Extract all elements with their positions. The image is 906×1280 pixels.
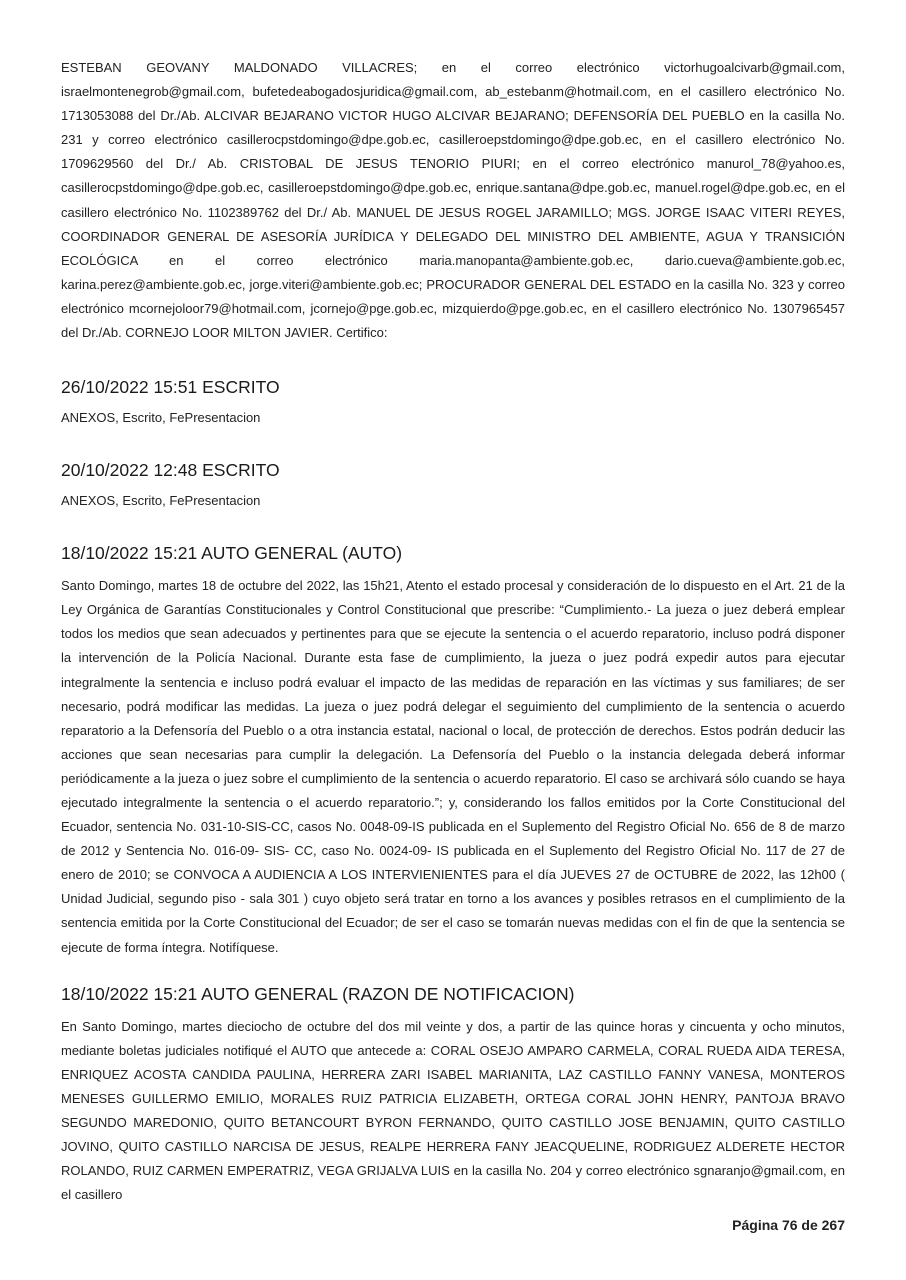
entry-heading: 26/10/2022 15:51 ESCRITO <box>61 377 280 398</box>
entry-body: En Santo Domingo, martes dieciocho de octubre del dos mil veinte y dos, a partir de las quince horas y cincuenta y ocho minutos, mediante boletas judiciales notifiqué el AUTO que antecede a: CORAL OSEJO AMPARO CARMELA, CORAL RUEDA AIDA TERESA, ENRIQUEZ ACOSTA CANDIDA PAULINA, HERRERA ZARI ISABEL MARIANITA, LAZ CASTILLO FANNY VANESA, MONTEROS MENESES GUILLERMO EMILIO, MORALES RUIZ PATRICIA ELIZABETH, ORTEGA CORAL JOHN HENRY, PANTOJA BRAVO SEGUNDO MAREDONIO, QUITO BETANCOURT BYRON FERNANDO, QUITO CASTILLO JOSE BENJAMIN, QUITO CASTILLO JOVINO, QUITO CASTILLO NARCISA DE JESUS, REALPE HERRERA FANY JEACQUELINE, RODRIGUEZ ALDERETE HECTOR ROLANDO, RUIZ CARMEN EMPERATRIZ, VEGA GRIJALVA LUIS en la casilla No. 204 y correo electrónico sgnaranjo@gmail.com, en el casillero <box>61 1018 845 1203</box>
entry-heading: 18/10/2022 15:21 AUTO GENERAL (AUTO) <box>61 543 403 564</box>
entry-escrito-26-10 <box>61 375 845 428</box>
entry-body: Santo Domingo, martes 18 de octubre del 2022, las 15h21, Atento el estado procesal y consideración de lo dispuesto en el Art. 21 de la Ley Orgánica de Garantías Constitucionales y Control Constitucional que prescribe: “Cumplimiento.- La jueza o juez deberá emplear todos los medios que sean adecuados y pertinentes para que se ejecute la sentencia o el acuerdo reparatorio, incluso podrá disponer la intervención de la Policía Nacional. Durante esta fase de cumplimiento, la jueza o juez podrá expedir autos para ejecutar integralmente la sentencia e incluso podrá evaluar el impacto de las medidas de reparación en las víctimas y sus familiares; de ser necesario, podrá modificar las medidas. La jueza o juez podrá delegar el seguimiento del cumplimiento de la sentencia o acuerdo reparatorio a la Defensoría del Pueblo o a otra instancia estatal, nacional o local, de protección de derechos. Estos podrán deducir las acciones que sean necesarias para cumplir la delegación. La Defensoría del Pueblo o la instancia delegada deberá informar periódicamente a la jueza o juez sobre el cumplimiento de la sentencia o acuerdo reparatorio. El caso se archivará sólo cuando se haya ejecutado integralmente la sentencia o el acuerdo reparatorio.”; y, considerando los fallos emitidos por la Corte Constitucional del Ecuador, sentencia No. 031-10-SIS-CC, casos No. 0048-09-IS publicada en el Suplemento del Registro Oficial No. 656 de 8 de marzo de 2012 y Sentencia No. 016-09- SIS- CC, caso No. 0024-09- IS publicada en el Suplemento del Registro Oficial No. 117 de 27 de enero de 2010; se CONVOCA A AUDIENCIA A LOS INTERVIENIENTES para el día JUEVES 27 de OCTUBRE de 2022, las 12h00 ( Unidad Judicial, segundo piso - sala 301 ) cuyo objeto será tratar en torno a los avances y posibles retrasos en el cumplimiento de la sentencia emitida por la Corte Constitucional del Ecuador; de ser el caso se tomarán nuevas medidas con el fin de que la sentencia se ejecute de forma íntegra. Notifíquese. <box>61 578 845 955</box>
entry-attachments: ANEXOS, Escrito, FePresentacion <box>61 493 261 509</box>
entry-attachments: ANEXOS, Escrito, FePresentacion <box>61 410 261 426</box>
page-number: Página 76 de 267 <box>732 1217 845 1233</box>
entry-auto-general <box>61 541 845 960</box>
entry-escrito-20-10 <box>61 458 845 511</box>
intro-paragraph: ESTEBAN GEOVANY MALDONADO VILLACRES; en el correo electrónico victorhugoalcivarb@gmail.com, israelmontenegrob@gmail.com, bufetedeabogadosjuridica@gmail.com, ab_estebanm@hotmail.com, en el casillero electrónico No. 1713053088 del Dr./Ab. ALCIVAR BEJARANO VICTOR HUGO ALCIVAR BEJARANO; DEFENSORÍA DEL PUEBLO en la casilla No. 231 y correo electrónico casillerocpstdomingo@dpe.gob.ec, casilleroepstdomingo@dpe.gob.ec, en el casillero electrónico No. 1709629560 del Dr./ Ab. CRISTOBAL DE JESUS TENORIO PIURI; en el correo electrónico manurol_78@yahoo.es, casillerocpstdomingo@dpe.gob.ec, casilleroepstdomingo@dpe.gob.ec, enrique.santana@dpe.gob.ec, manuel.rogel@dpe.gob.ec, en el casillero electrónico No. 1102389762 del Dr./ Ab. MANUEL DE JESUS ROGEL JARAMILLO; MGS. JORGE ISAAC VITERI REYES, COORDINADOR GENERAL DE ASESORÍA JURÍDICA Y DELEGADO DEL MINISTRO DEL AMBIENTE, AGUA Y TRANSICIÓN ECOLÓGICA en el correo electrónico maria.manopanta@ambiente.gob.ec, dario.cueva@ambiente.gob.ec, karina.perez@ambiente.gob.ec, jorge.viteri@ambiente.gob.ec; PROCURADOR GENERAL DEL ESTADO en la casilla No. 323 y correo electrónico mcornejoloor79@hotmail.com, jcornejo@pge.gob.ec, mizquierdo@pge.gob.ec, en el casillero electrónico No. 1307965457 del Dr./Ab. CORNEJO LOOR MILTON JAVIER. Certifico: <box>61 60 845 341</box>
entry-heading: 18/10/2022 15:21 AUTO GENERAL (RAZON DE NOTIFICACION) <box>61 983 575 1004</box>
entry-heading: 20/10/2022 12:48 ESCRITO <box>61 460 280 481</box>
entry-razon-notificacion <box>61 982 845 1208</box>
document-page <box>61 56 845 1207</box>
